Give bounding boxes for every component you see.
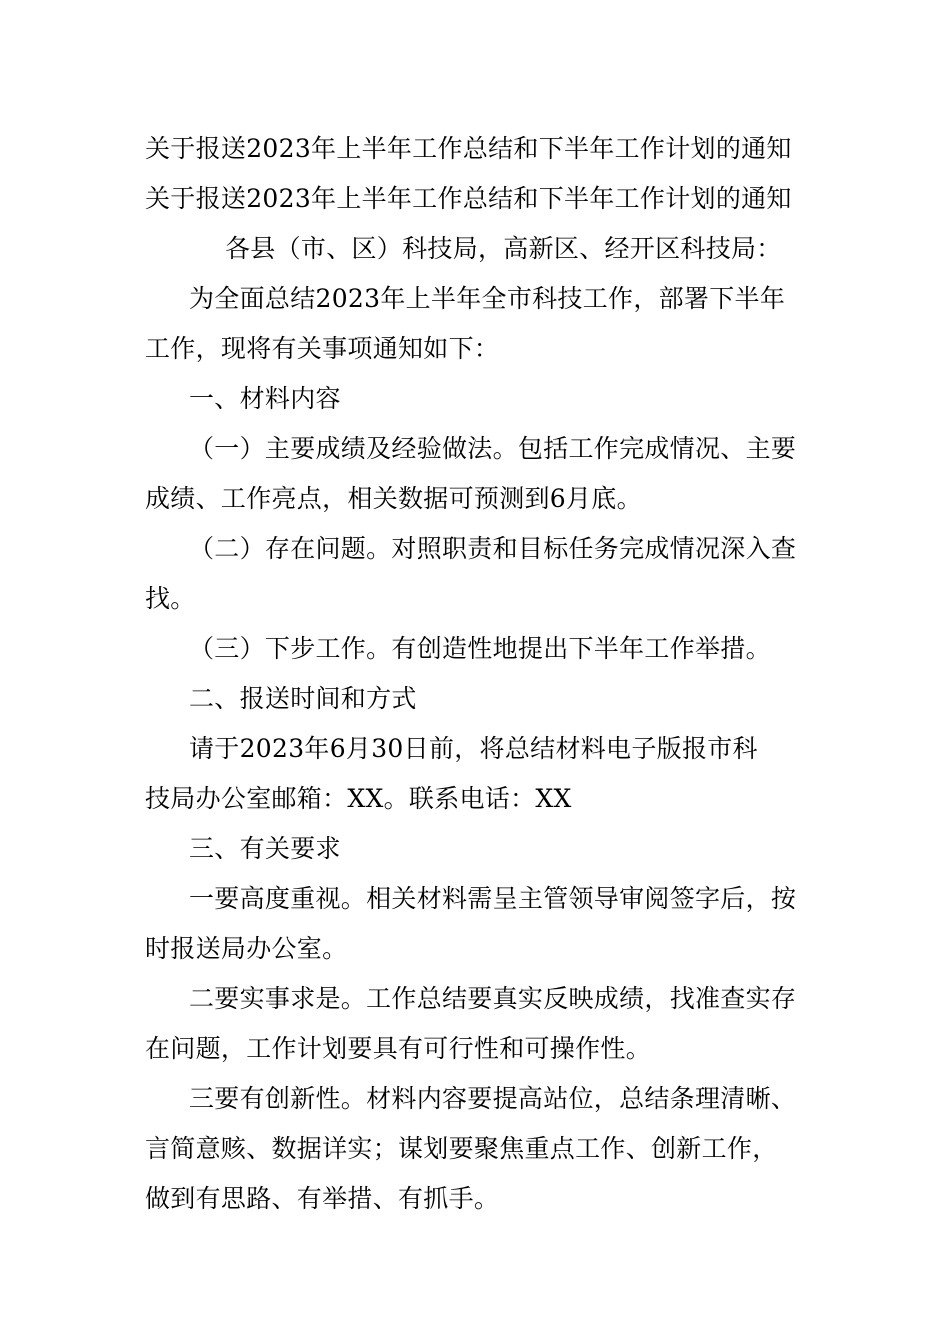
- document-body: [145, 124, 810, 1224]
- section-1-item-2-line-2: 找。: [145, 584, 196, 613]
- section-3-req-1-line-1: 一要高度重视。相关材料需呈主管领导审阅签字后，按: [189, 884, 797, 913]
- section-2-body-line-1: 请于2023年6月30日前，将总结材料电子版报市科: [189, 734, 758, 763]
- section-3-req-3-line-1: 三要有创新性。材料内容要提高站位，总结条理清晰、: [189, 1084, 797, 1113]
- section-2-heading: 二、报送时间和方式: [189, 684, 417, 713]
- document-title-line-1: 关于报送2023年上半年工作总结和下半年工作计划的通知: [145, 134, 792, 163]
- section-3-req-1-line-2: 时报送局办公室。: [145, 934, 348, 963]
- section-1-item-1-line-2: 成绩、工作亮点，相关数据可预测到6月底。: [145, 484, 642, 513]
- section-1-item-2-line-1: （二）存在问题。对照职责和目标任务完成情况深入查: [189, 534, 797, 563]
- section-1-item-1-line-1: （一）主要成绩及经验做法。包括工作完成情况、主要: [189, 434, 797, 463]
- section-3-req-3-line-3: 做到有思路、有举措、有抓手。: [145, 1184, 500, 1213]
- section-1-heading: 一、材料内容: [189, 384, 341, 413]
- section-3-req-2-line-1: 二要实事求是。工作总结要真实反映成绩，找准查实存: [189, 984, 797, 1013]
- section-3-req-3-line-2: 言简意赅、数据详实；谋划要聚焦重点工作、创新工作，: [145, 1134, 778, 1163]
- section-1-item-3-line-1: （三）下步工作。有创造性地提出下半年工作举措。: [189, 634, 771, 663]
- intro-line-2: 工作，现将有关事项通知如下：: [145, 334, 500, 363]
- addressee: 各县（市、区）科技局，高新区、经开区科技局：: [225, 234, 782, 263]
- section-2-body-line-2: 技局办公室邮箱：XX。联系电话：XX: [145, 784, 572, 813]
- intro-line-1: 为全面总结2023年上半年全市科技工作，部署下半年: [189, 284, 786, 313]
- document-title-line-2: 关于报送2023年上半年工作总结和下半年工作计划的通知: [145, 184, 792, 213]
- section-3-req-2-line-2: 在问题，工作计划要具有可行性和可操作性。: [145, 1034, 652, 1063]
- section-3-heading: 三、有关要求: [189, 834, 341, 863]
